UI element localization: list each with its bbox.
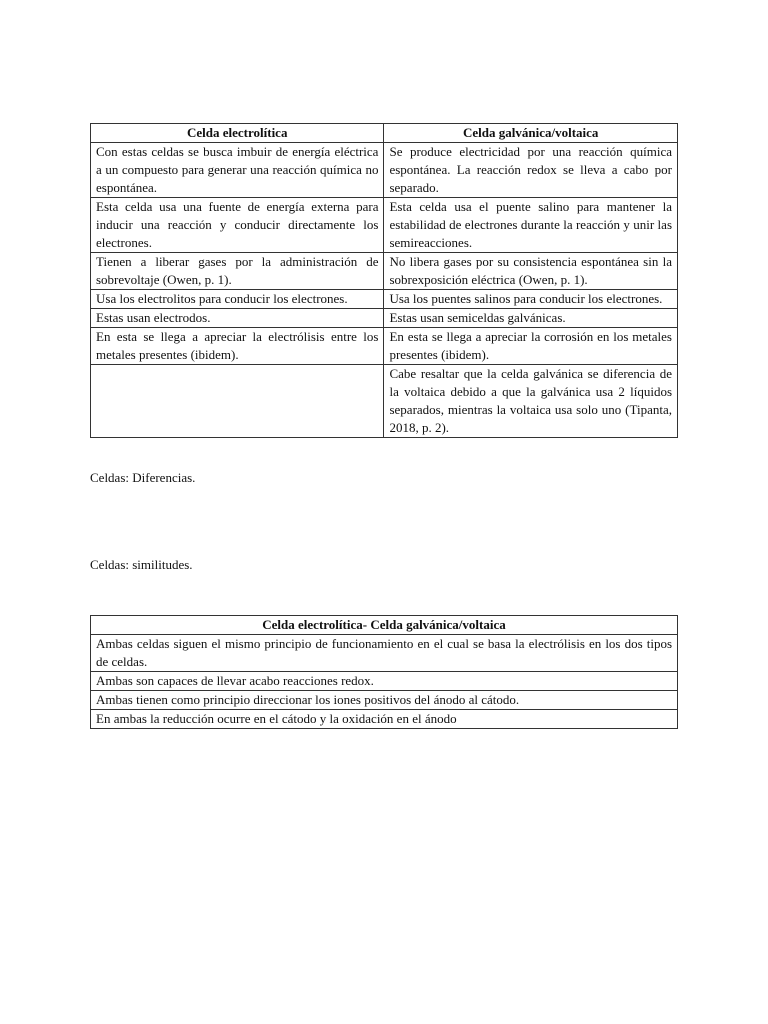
table-row <box>91 691 678 710</box>
electrolytic-cell: Con estas celdas se busca imbuir de energía eléctrica a un compuesto para generar una reacción química no espontánea. <box>91 143 384 198</box>
electrolytic-cell: Tienen a liberar gases por la administración de sobrevoltaje (Owen, p. 1). <box>91 253 384 290</box>
similarity-cell: Ambas celdas siguen el mismo principio de funcionamiento en el cual se basa la electrólisis en los dos tipos de celdas. <box>91 635 678 672</box>
table-row <box>91 143 678 198</box>
table-row <box>91 253 678 290</box>
table-row <box>91 365 678 438</box>
differences-header-row <box>91 124 678 143</box>
table-row <box>91 710 678 729</box>
electrolytic-cell: Usa los electrolitos para conducir los electrones. <box>91 290 384 309</box>
electrolytic-cell: Estas usan electrodos. <box>91 309 384 328</box>
similarities-header-row <box>91 616 678 635</box>
galvanic-cell: Cabe resaltar que la celda galvánica se diferencia de la voltaica debido a que la galvánica usa 2 líquidos separados, mientras la voltaica usa solo uno (Tipanta, 2018, p. 2). <box>384 365 678 438</box>
similarities-caption: Celdas: similitudes. <box>90 557 193 572</box>
table-row <box>91 309 678 328</box>
table-row <box>91 635 678 672</box>
similarities-table <box>90 615 678 729</box>
galvanic-cell: Esta celda usa el puente salino para mantener la estabilidad de electrones durante la reacción y unir las semireacciones. <box>384 198 678 253</box>
electrolytic-cell: En esta se llega a apreciar la electrólisis entre los metales presentes (ibidem). <box>91 328 384 365</box>
table-row <box>91 290 678 309</box>
header-galvanic: Celda galvánica/voltaica <box>384 124 678 143</box>
differences-caption: Celdas: Diferencias. <box>90 470 196 485</box>
similarity-cell: Ambas son capaces de llevar acabo reacciones redox. <box>91 672 678 691</box>
similarity-cell: Ambas tienen como principio direccionar los iones positivos del ánodo al cátodo. <box>91 691 678 710</box>
table-row <box>91 198 678 253</box>
galvanic-cell: No libera gases por su consistencia espontánea sin la sobrexposición eléctrica (Owen, p. 1). <box>384 253 678 290</box>
galvanic-cell: Se produce electricidad por una reacción química espontánea. La reacción redox se lleva a cabo por separado. <box>384 143 678 198</box>
electrolytic-cell-empty <box>91 365 384 438</box>
galvanic-cell: Usa los puentes salinos para conducir los electrones. <box>384 290 678 309</box>
galvanic-cell: Estas usan semiceldas galvánicas. <box>384 309 678 328</box>
table-row <box>91 328 678 365</box>
header-electrolytic: Celda electrolítica <box>91 124 384 143</box>
similarity-cell: En ambas la reducción ocurre en el cátodo y la oxidación en el ánodo <box>91 710 678 729</box>
differences-table <box>90 123 678 438</box>
table-row <box>91 672 678 691</box>
header-similarities: Celda electrolítica- Celda galvánica/voltaica <box>91 616 678 635</box>
electrolytic-cell: Esta celda usa una fuente de energía externa para inducir una reacción y conducir directamente los electrones. <box>91 198 384 253</box>
galvanic-cell: En esta se llega a apreciar la corrosión en los metales presentes (ibidem). <box>384 328 678 365</box>
